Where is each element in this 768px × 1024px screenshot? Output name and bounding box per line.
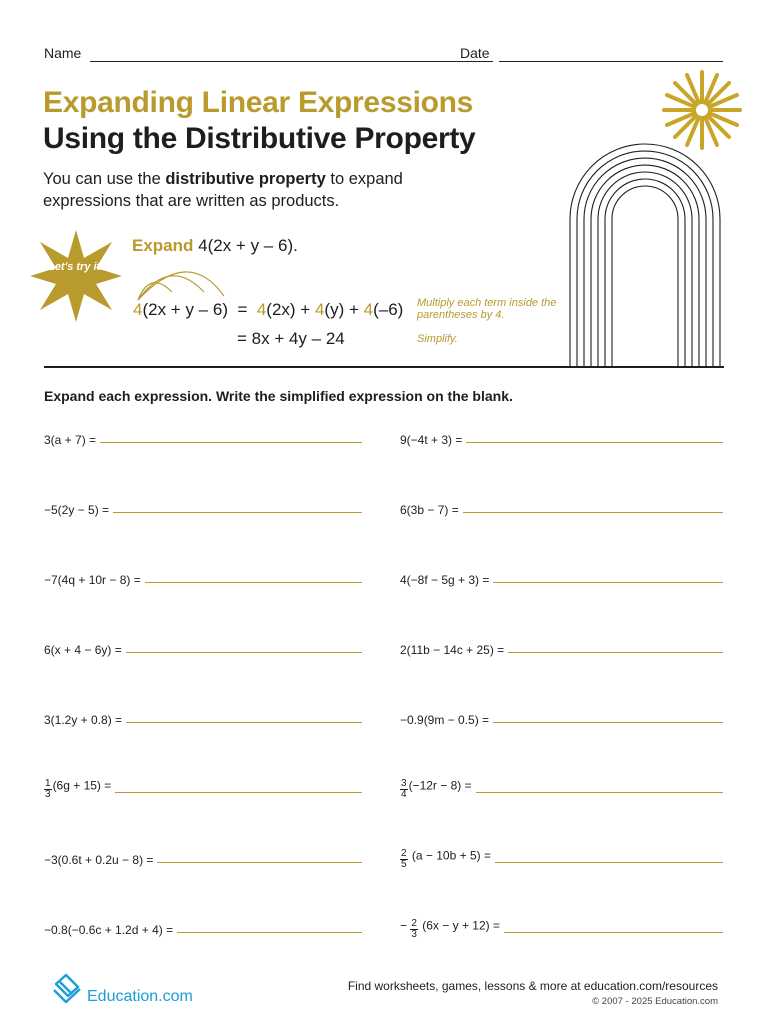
problem-right-3: 4(−8f − 5g + 3) = bbox=[400, 565, 723, 589]
answer-blank[interactable] bbox=[493, 722, 723, 723]
answer-blank[interactable] bbox=[126, 652, 362, 653]
star-badge-icon bbox=[28, 228, 124, 324]
example-label: Expand bbox=[132, 236, 194, 255]
sun-icon bbox=[662, 70, 742, 150]
answer-blank[interactable] bbox=[100, 442, 362, 443]
problem-left-1: 3(a + 7) = bbox=[44, 425, 362, 449]
problem-right-8: − $\frac{2}{3}$ (6x − y + 12) = bbox=[400, 915, 723, 939]
answer-blank[interactable] bbox=[463, 512, 723, 513]
page-title-line1: Expanding Linear Expressions bbox=[43, 86, 474, 119]
problem-left-3: −7(4q + 10r − 8) = bbox=[44, 565, 362, 589]
example-step2: = 8x + 4y – 24 bbox=[237, 329, 345, 348]
example-note-simplify: Simplify. bbox=[417, 333, 458, 345]
education-logo-icon bbox=[50, 972, 84, 1006]
education-logo[interactable] bbox=[50, 972, 210, 1008]
problem-left-2: −5(2y − 5) = bbox=[44, 495, 362, 519]
date-label: Date bbox=[460, 45, 490, 61]
example-expression: 4(2x + y – 6). bbox=[198, 236, 298, 255]
name-field[interactable] bbox=[90, 61, 493, 62]
logo-text: Education.com bbox=[87, 988, 193, 1005]
problem-right-4: 2(11b − 14c + 25) = bbox=[400, 635, 723, 659]
fraction: $\frac{2}{3}$ bbox=[411, 918, 417, 940]
footer-tagline[interactable]: Find worksheets, games, lessons & more at education.com/resources bbox=[347, 979, 718, 993]
problem-right-2: 6(3b − 7) = bbox=[400, 495, 723, 519]
example-prompt bbox=[132, 236, 298, 256]
name-date-row bbox=[44, 45, 724, 65]
answer-blank[interactable] bbox=[145, 582, 362, 583]
intro-text: You can use the distributive property to expand expressions that are written as products. bbox=[43, 170, 403, 210]
answer-blank[interactable] bbox=[157, 862, 362, 863]
distribution-arcs-icon bbox=[132, 262, 232, 302]
rainbow-arch-icon bbox=[566, 140, 724, 370]
problem-left-5: 3(1.2y + 0.8) = bbox=[44, 705, 362, 729]
example-step1: 4(2x + y – 6) = 4(2x) + 4(y) + 4(–6) bbox=[133, 300, 404, 319]
section-divider bbox=[44, 366, 724, 368]
date-field[interactable] bbox=[499, 61, 723, 62]
example-note-multiply: Multiply each term inside the parentheses by 4. bbox=[417, 297, 557, 321]
footer-copyright: © 2007 - 2025 Education.com bbox=[592, 996, 718, 1007]
answer-blank[interactable] bbox=[493, 582, 723, 583]
fraction: $\frac{2}{5}$ bbox=[401, 848, 407, 870]
answer-blank[interactable] bbox=[113, 512, 362, 513]
answer-blank[interactable] bbox=[115, 792, 362, 793]
lets-try-it-badge: Let's try it! bbox=[48, 261, 104, 273]
problem-right-5: −0.9(9m − 0.5) = bbox=[400, 705, 723, 729]
problem-left-4: 6(x + 4 − 6y) = bbox=[44, 635, 362, 659]
problem-right-6: $\frac{3}{4}$ (−12r − 8) = bbox=[400, 775, 723, 799]
problem-left-8: −0.8(−0.6c + 1.2d + 4) = bbox=[44, 915, 362, 939]
problem-left-6: $\frac{1}{3}$ (6g + 15) = bbox=[44, 775, 362, 799]
answer-blank[interactable] bbox=[466, 442, 723, 443]
page-title-line2: Using the Distributive Property bbox=[43, 122, 476, 155]
answer-blank[interactable] bbox=[504, 932, 723, 933]
fraction: $\frac{3}{4}$ bbox=[401, 778, 407, 800]
answer-blank[interactable] bbox=[495, 862, 723, 863]
problem-right-1: 9(−4t + 3) = bbox=[400, 425, 723, 449]
answer-blank[interactable] bbox=[177, 932, 362, 933]
answer-blank[interactable] bbox=[126, 722, 362, 723]
instructions: Expand each expression. Write the simplified expression on the blank. bbox=[44, 388, 513, 404]
answer-blank[interactable] bbox=[476, 792, 723, 793]
fraction: $\frac{1}{3}$ bbox=[45, 778, 51, 800]
answer-blank[interactable] bbox=[508, 652, 723, 653]
problem-left-7: −3(0.6t + 0.2u − 8) = bbox=[44, 845, 362, 869]
problem-right-7: $\frac{2}{5}$ (a − 10b + 5) = bbox=[400, 845, 723, 869]
name-label: Name bbox=[44, 45, 82, 61]
